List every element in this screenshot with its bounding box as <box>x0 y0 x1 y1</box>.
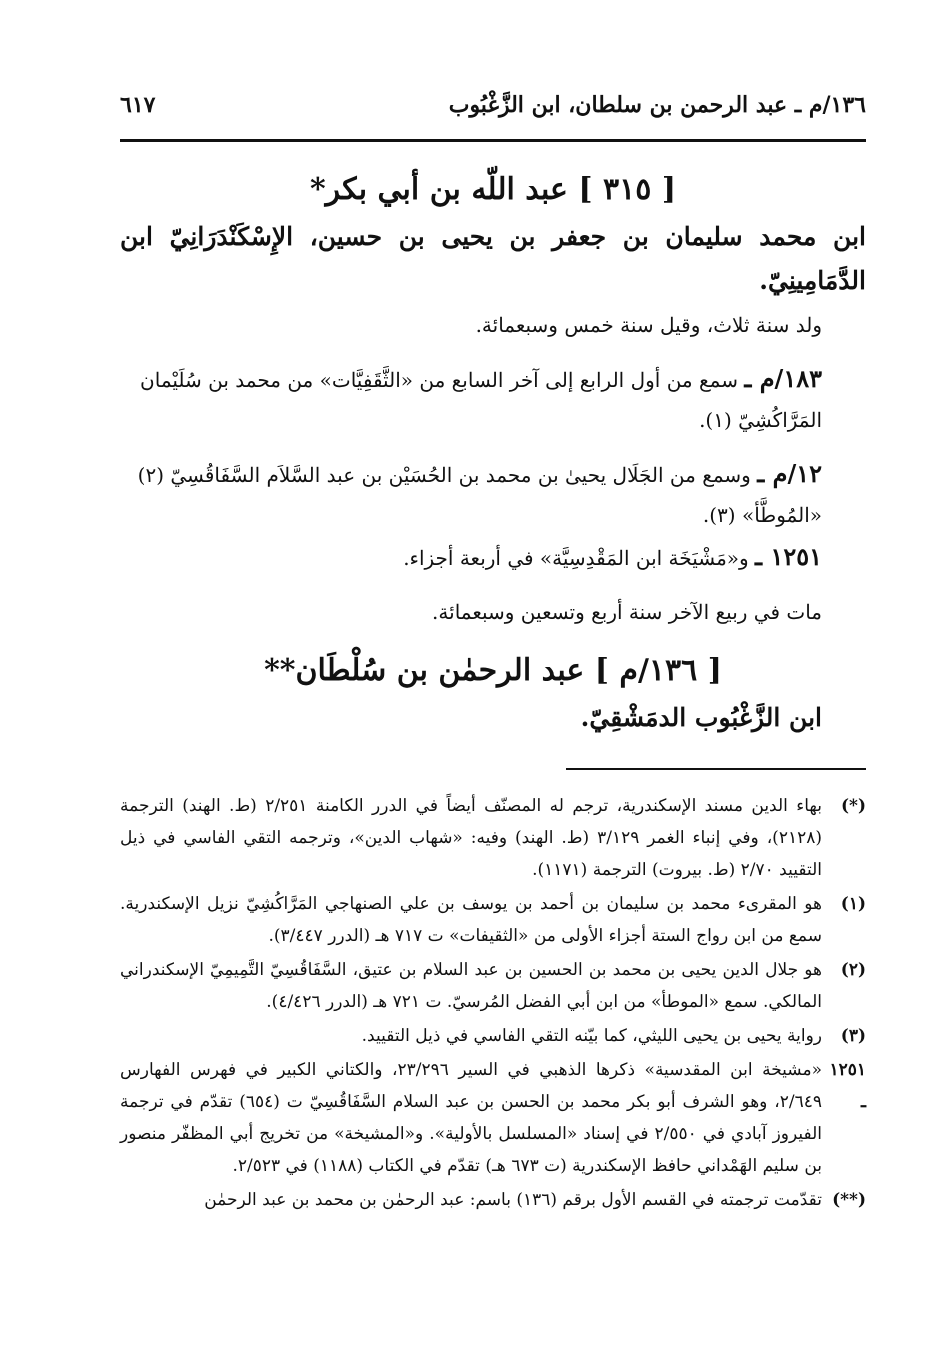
item-text: سمع من أول الرابع إلى آخر السابع من «الثَّقَفِيَّات» من محمد بن سُلَيْمان المَرَّاكُشِيّ (١). <box>140 368 822 432</box>
item-text: وسمع من الجَلَال يحيىٰ بن محمد بن الحُسَيْن بن عبد السَّلاَم السَّفَاقُسِيّ (٢) «المُوطَّأ» (٣). <box>137 463 822 527</box>
item-number: ١٢/م ـ <box>757 459 822 488</box>
footnote-marker: (*) <box>841 796 866 816</box>
entry-lineage-315: ابن محمد سليمان بن جعفر بن يحيى بن حسين، الإِسْكَنْدَرَانِيّ ابن الدَّمَامِينِيّ. <box>120 222 866 295</box>
death-note: مات في ربيع الآخر سنة أربع وتسعين وسبعمائة. <box>432 600 822 624</box>
footnote-text: تقدّمت ترجمته في القسم الأول برقم (١٣٦) باسم: عبد الرحمٰن بن محمد بن عبد الرحمٰن <box>204 1190 822 1210</box>
footnote-1251 <box>120 1054 866 1182</box>
birth-note: ولد سنة ثلاث، وقيل سنة خمس وسبعمائة. <box>475 313 822 337</box>
entry-heading-315: [ ٣١٥ ] عبد اللّه بن أبي بكر* <box>309 172 677 207</box>
main-text <box>120 165 866 740</box>
header-rule <box>120 139 866 142</box>
footnote-text: هو المقرىء محمد بن سليمان بن أحمد بن يوسف بن علي الصنهاجي المَرَّاكُشِيّ نزيل الإسكندرية. سمع من ابن رواج الستة أجزاء الأولى من «الثقيفات» ت ٧١٧ هـ (الدرر ٣/٤٤٧). <box>120 894 822 946</box>
footnote-rule <box>566 768 866 770</box>
footnote-marker: (**) <box>832 1190 866 1210</box>
page-number: ٦١٧ <box>120 92 156 118</box>
footnote-3 <box>120 1020 866 1052</box>
footnote-marker: ١٢٥١ ـ <box>829 1060 866 1112</box>
item-number: ١٢٥١ ـ <box>755 542 822 571</box>
footnotes <box>120 790 866 1218</box>
item-number: ١٨٣/م ـ <box>744 364 822 393</box>
footnote-1 <box>120 888 866 952</box>
footnote-star <box>120 790 866 886</box>
running-head <box>120 88 866 122</box>
footnote-text: هو جلال الدين يحيى بن محمد بن الحسين بن عبد السلام بن عتيق، السَّفَاقُسِيّ التَّمِيمِيّ الإسكندراني المالكي. سمع «الموطأ» من ابن أبي الفضل المُرسيّ. ت ٧٢١ هـ (الدرر ٤/٤٢٦). <box>120 960 822 1012</box>
footnote-marker: (١) <box>840 894 866 914</box>
footnote-2 <box>120 954 866 1018</box>
footnote-text: بهاء الدين مسند الإسكندرية، ترجم له المصنّف أيضاً في الدرر الكامنة ٢/٢٥١ (ط. الهند) الترجمة (٢١٢٨)، وفي إنباء الغمر ٣/١٢٩ (ط. الهند) وفيه: «شهاب الدين»، وترجمه التقي الفاسي في ذيل التقييد ٢/٧٠ (ط. بيروت) الترجمة (١١٧١). <box>120 796 822 880</box>
hearing-item-183 <box>120 359 866 440</box>
entry-lineage-136: ابن الزَّغْبُوب الدمَشْقِيّ. <box>580 703 822 732</box>
running-title: ١٣٦/م ـ عبد الرحمن بن سلطان، ابن الزَّغْبُوب <box>448 92 866 118</box>
hearing-item-1251 <box>120 537 866 578</box>
footnote-text: رواية يحيى بن يحيى الليثي، كما بيّنه التقي الفاسي في ذيل التقييد. <box>361 1026 822 1046</box>
footnote-double-star <box>120 1184 866 1216</box>
footnote-marker: (٢) <box>840 960 866 980</box>
footnote-marker: (٣) <box>840 1026 866 1046</box>
entry-heading-136: [ ١٣٦/م ] عبد الرحمٰن بن سُلْطَان** <box>264 653 722 688</box>
item-text: و«مَشْيَخَة ابن المَقْدِسِيَّة» في أربعة أجزاء. <box>403 546 749 570</box>
hearing-item-12 <box>120 454 866 535</box>
footnote-text: «مشيخة ابن المقدسية» ذكرها الذهبي في السير ٢٣/٢٩٦، والكتاني الكبير في فهرس الفهارس ٢/٦٤٩، وهو الشرف أبو بكر محمد بن الحسن بن عبد السلام السَّفَاقُسِيّ ت (٦٥٤) تقدّم في ترجمة الفيروز آبادي في ٢/٥٥٠ في إسناد «المسلسل بالأولية». و«المشيخة» من تخريج أبي المظفّر منصور بن سليم الهَمْداني حافظ الإسكندرية (ت ٦٧٣ هـ) تقدّم في الكتاب (١١٨٨) في ٢/٥٢٣. <box>120 1060 823 1176</box>
